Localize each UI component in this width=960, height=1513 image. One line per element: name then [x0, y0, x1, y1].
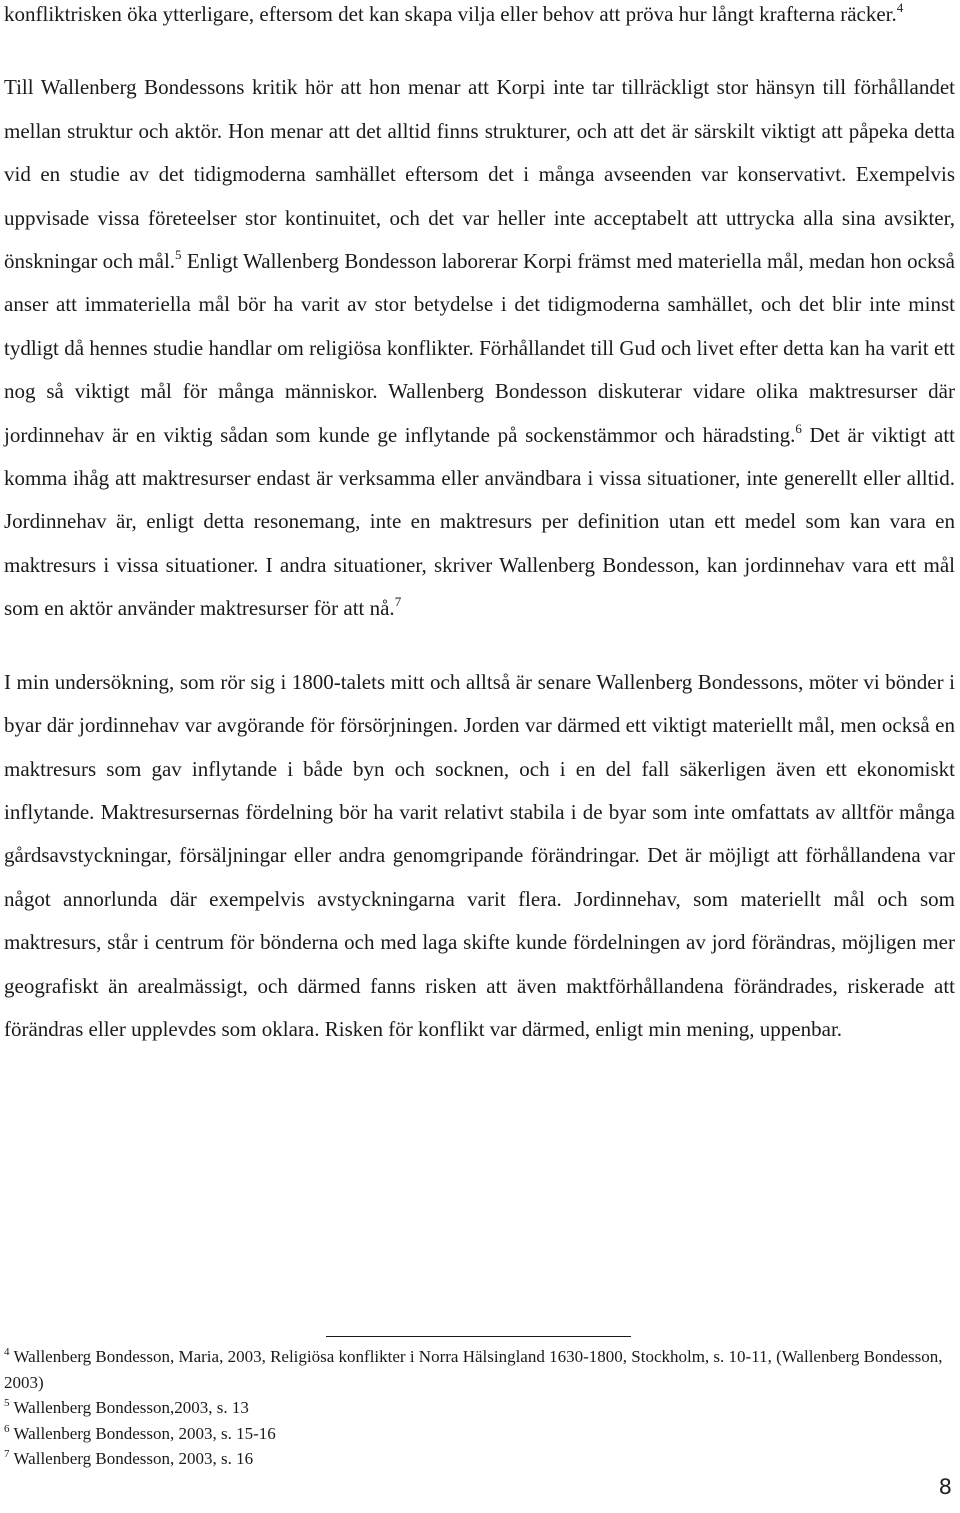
footnote-7 [4, 1446, 944, 1472]
paragraph-2 [4, 66, 955, 630]
footnote-separator [326, 1336, 631, 1337]
footnote-number: 7 [4, 1448, 10, 1460]
document-page [4, 0, 955, 1051]
footnote-text: Wallenberg Bondesson, 2003, s. 16 [13, 1449, 254, 1468]
footnote-ref-4[interactable]: 4 [896, 0, 904, 15]
footnote-ref-5[interactable]: 5 [175, 247, 182, 263]
page-number: 8 [938, 1475, 952, 1499]
paragraph-3-text: I min undersökning, som rör sig i 1800-talets mitt och alltså är senare Wallenberg Bondessons, möter vi bönder i byar där jordinnehav var avgörande för försörjningen. Jorden var därmed ett viktigt materiellt mål, men också en maktresurs som gav inflytande i både byn och socknen, och i en del fall säkerligen även ett ekonomiskt inflytande. Maktresursernas fördelning bör ha varit relativt stabila i de byar som inte omfattats av alltför många gårdsavstyckningar, försäljningar eller andra genomgripande förändringar. Det är möjligt att förhållandena var något annorlunda där exempelvis avstyckningarna varit flera. Jordinnehav, som materiellt mål och som maktresurs, står i centrum för bönderna och med laga skifte kunde fördelningen av jord förändras, möjligen mer geografiskt än arealmässigt, och därmed fanns risken att även maktförhållandena förändrades, riskerade att förändras eller upplevdes som oklara. Risken för konflikt var därmed, enligt min mening, uppenbar. [4, 669, 955, 1041]
paragraph-2-text-b: Enligt Wallenberg Bondesson laborerar Korpi främst med materiella mål, medan hon också anser att immateriella mål bör ha varit av stor betydelse i det tidigmoderna samhället, och det blir inte minst tydligt då hennes studie handlar om religiösa konflikter. Förhållandet till Gud och livet efter detta kan ha varit ett nog så viktigt mål för många människor. Wallenberg Bondesson diskuterar vidare olika maktresurser där jordinnehav är en viktig sådan som kunde ge inflytande på sockenstämmor och häradsting. [4, 249, 955, 447]
footnote-ref-6[interactable]: 6 [795, 420, 802, 436]
footnote-6 [4, 1421, 944, 1447]
footnote-number: 6 [4, 1422, 10, 1435]
paragraph-2-text-c: Det är viktigt att komma ihåg att maktresurser endast är verksamma eller användbara i vissa situationer, inte generellt eller alltid. Jordinnehav är, enligt detta resonemang, inte en maktresurs per definition utan ett medel som kan vara en maktresurs i vissa situationer. I andra situationer, skriver Wallenberg Bondesson, kan jordinnehav vara ett mål som en aktör använder maktresurser för att nå. [4, 422, 955, 621]
footnote-5 [4, 1395, 944, 1421]
footnote-number: 4 [4, 1346, 10, 1358]
footnote-text: Wallenberg Bondesson, Maria, 2003, Religiösa konflikter i Norra Hälsingland 1630-1800, Stockholm, s. 10-11, (Wallenberg Bondesson, 2003) [4, 1347, 943, 1392]
footnote-text: Wallenberg Bondesson, 2003, s. 15-16 [13, 1423, 276, 1443]
footnote-ref-7[interactable]: 7 [394, 594, 402, 610]
footnotes [4, 1344, 944, 1472]
footnote-4 [4, 1344, 944, 1395]
paragraph-1 [4, 0, 955, 36]
footnote-text: Wallenberg Bondesson,2003, s. 13 [13, 1398, 249, 1417]
paragraph-1-text: konfliktrisken öka ytterligare, eftersom det kan skapa vilja eller behov att pröva hur långt krafterna räcker. [4, 2, 897, 26]
footnote-number: 5 [4, 1397, 10, 1409]
paragraph-2-text-a: Till Wallenberg Bondessons kritik hör att hon menar att Korpi inte tar tillräckligt stor hänsyn till förhållandet mellan struktur och aktör. Hon menar att det alltid finns strukturer, och att det är särskilt viktigt att påpeka detta vid en studie av det tidigmoderna samhället eftersom det i många avseenden var konservativt. Exempelvis uppvisade vissa företeelser stor kontinuitet, och det var heller inte acceptabelt att uttrycka alla sina avsikter, önskningar och mål. [4, 75, 955, 274]
paragraph-3 [4, 661, 955, 1052]
